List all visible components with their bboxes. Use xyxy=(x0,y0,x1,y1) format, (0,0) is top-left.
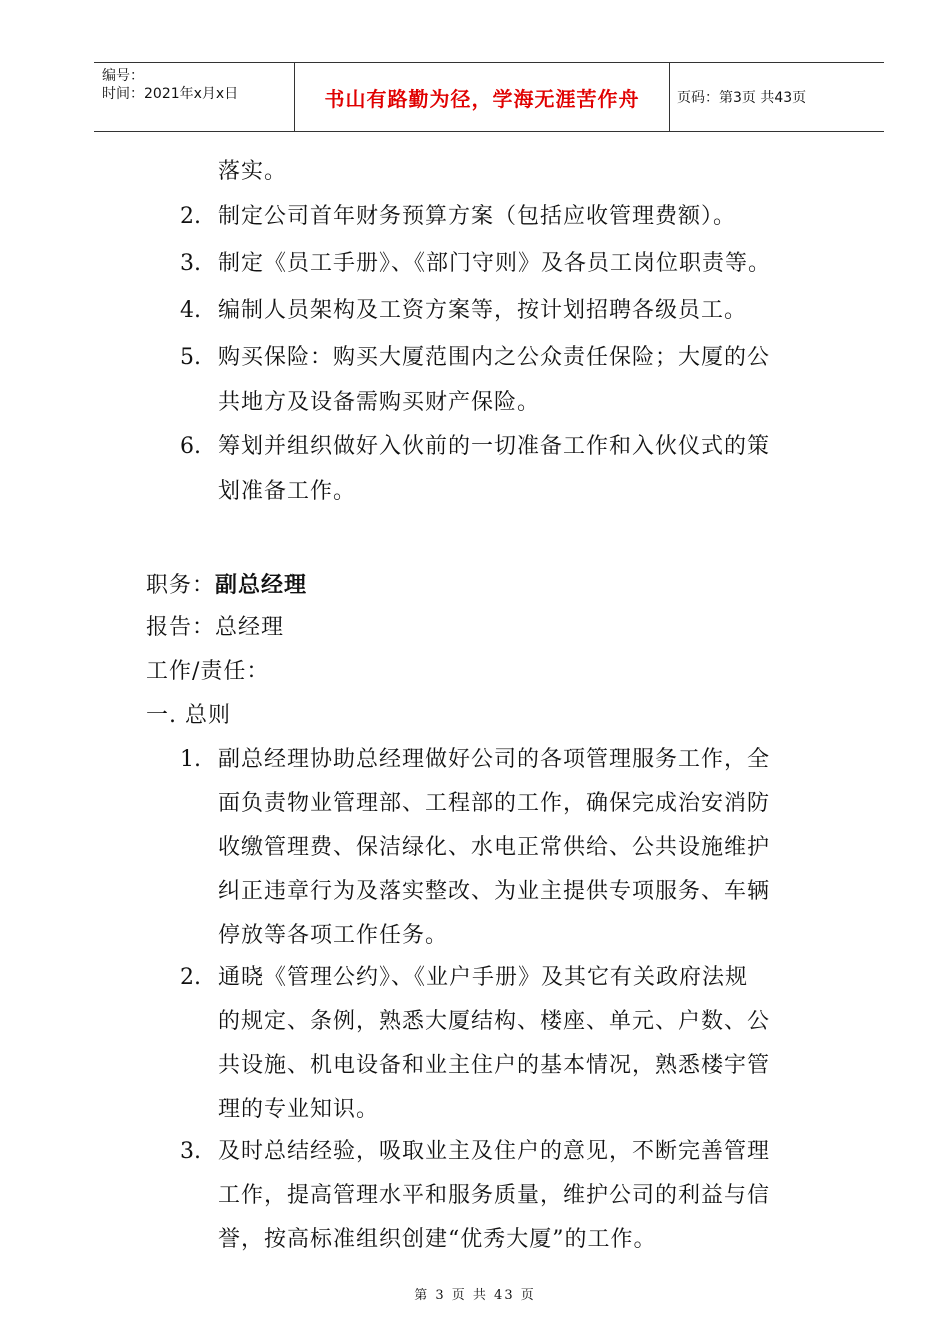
position-title-label: 职务： xyxy=(146,573,216,598)
item-line: 工作，提高管理水平和服务质量，维护公司的利益与信 xyxy=(218,1183,771,1208)
header-meta xyxy=(94,63,294,131)
position-title xyxy=(146,570,307,601)
item-line: 停放等各项工作任务。 xyxy=(218,923,449,948)
duty-heading: 工作/责任： xyxy=(146,659,270,684)
header-motto: 书山有路勤为径，学海无涯苦作舟 xyxy=(324,86,640,111)
report-line: 报告：总经理 xyxy=(146,615,285,640)
item-number: 2. xyxy=(180,204,201,229)
header-page-info: 页码：第3页 共43页 xyxy=(677,90,807,106)
position-title-value: 副总经理 xyxy=(215,572,308,598)
item-line: 誉，按高标准组织创建“优秀大厦”的工作。 xyxy=(218,1227,657,1252)
item-line: 制定公司首年财务预算方案（包括应收管理费额）。 xyxy=(218,204,737,229)
item-line: 通晓《管理公约》、《业户手册》及其它有关政府法规 xyxy=(218,965,749,990)
item-line: 的规定、条例，熟悉大厦结构、楼座、单元、户数、公 xyxy=(218,1009,771,1034)
item-number: 6. xyxy=(180,434,201,459)
item-line: 纠正违章行为及落实整改、为业主提供专项服务、车辆 xyxy=(218,879,771,904)
item-line: 共地方及设备需购买财产保险。 xyxy=(218,390,541,415)
page-header xyxy=(94,62,884,132)
item-line: 划准备工作。 xyxy=(218,479,357,504)
item-number: 3. xyxy=(180,251,201,276)
item-line: 编制人员架构及工资方案等，按计划招聘各级员工。 xyxy=(218,298,748,323)
item-line: 理的专业知识。 xyxy=(218,1097,380,1122)
item-number: 1. xyxy=(180,747,201,772)
item-number: 5. xyxy=(180,345,201,370)
item-line: 购买保险：购买大厦范围内之公众责任保险；大厦的公 xyxy=(218,345,771,370)
item-line: 副总经理协助总经理做好公司的各项管理服务工作，全 xyxy=(218,747,771,772)
item-line: 及时总结经验，吸取业主及住户的意见，不断完善管理 xyxy=(218,1139,771,1164)
item-line: 收缴管理费、保洁绿化、水电正常供给、公共设施维护 xyxy=(218,835,771,860)
item-number: 3. xyxy=(180,1139,201,1164)
continuation-text: 落实。 xyxy=(218,159,288,184)
general-heading: 一. 总则 xyxy=(146,703,231,728)
time-label: 时间：2021年x月x日 xyxy=(102,86,239,102)
item-number: 2. xyxy=(180,965,201,990)
header-motto-cell xyxy=(294,63,670,131)
item-number: 4. xyxy=(180,298,201,323)
item-line: 制定《员工手册》、《部门守则》及各员工岗位职责等。 xyxy=(218,251,772,276)
item-line: 共设施、机电设备和业主住户的基本情况，熟悉楼宇管 xyxy=(218,1053,771,1078)
number-label: 编号： xyxy=(102,68,144,84)
item-line: 筹划并组织做好入伙前的一切准备工作和入伙仪式的策 xyxy=(218,434,771,459)
page-footer: 第 3 页 共 43 页 xyxy=(414,1288,536,1303)
item-line: 面负责物业管理部、工程部的工作，确保完成治安消防 xyxy=(218,791,771,816)
